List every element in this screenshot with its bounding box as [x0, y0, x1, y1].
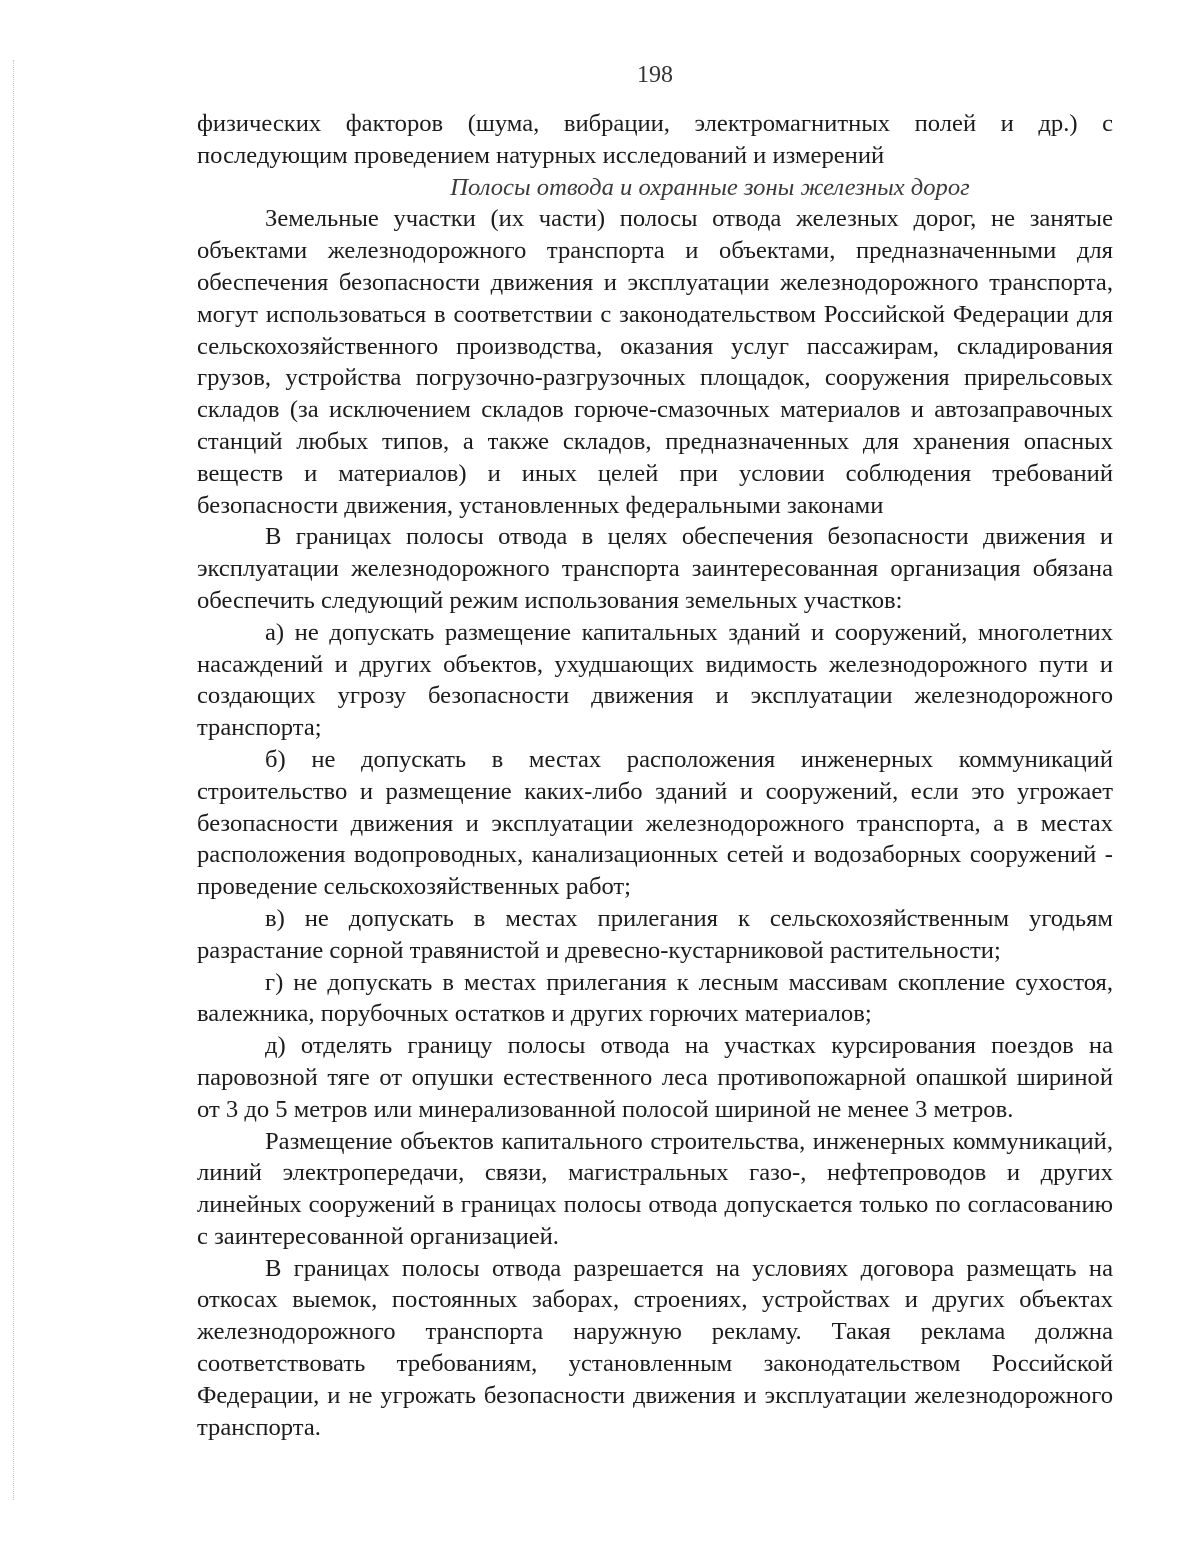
document-body	[197, 108, 1113, 1443]
paragraph-placement-approval: Размещение объектов капитального строительства, инженерных коммуникаций, линий электропередачи, связи, магистральных газо-, нефтепроводов и других линейных сооружений в границах полосы отвода допускается только по согласованию с заинтересованной организацией.	[197, 1127, 1113, 1250]
scan-margin-line	[13, 60, 15, 1500]
paragraph-advertising: В границах полосы отвода разрешается на условиях договора размещать на откосах выемок, постоянных заборах, строениях, устройствах и других объектах железнодорожного транспорта наружную рекламу. Такая реклама должна соответствовать требованиям, установленным законодательством Российской Федерации, и не угрожать безопасности движения и эксплуатации железнодорожного транспорта.	[197, 1254, 1113, 1441]
paragraph-land-plots: Земельные участки (их части) полосы отвода железных дорог, не занятые объектами железнодорожного транспорта и объектами, предназначенными для обеспечения безопасности движения и эксплуатации железнодорожного транспорта, могут использоваться в соответствии с законодательством Российской Федерации для сельскохозяйственного производства, оказания услуг пассажирам, складирования грузов, устройства погрузочно-разгрузочных площадок, сооружения прирельсовых складов (за исключением складов горюче-смазочных материалов и автозаправочных станций любых типов, а также складов, предназначенных для хранения опасных веществ и материалов) и иных целей при условии соблюдения требований безопасности движения, установленных федеральными законами	[197, 205, 1113, 519]
page-number: 198	[637, 62, 673, 88]
paragraph-usage-regime: В границах полосы отвода в целях обеспечения безопасности движения и эксплуатации железнодорожного транспорта заинтересованная организация обязана обеспечить следующий режим использования земельных участков:	[197, 523, 1113, 614]
list-item-a: а) не допускать размещение капитальных зданий и сооружений, многолетних насаждений и других объектов, ухудшающих видимость железнодорожного пути и создающих угрозу безопасности движения и эксплуатации железнодорожного транспорта;	[197, 618, 1113, 742]
paragraph-continuation: физических факторов (шума, вибрации, электромагнитных полей и др.) с последующим проведением натурных исследований и измерений	[197, 110, 1113, 169]
section-heading: Полосы отвода и охранные зоны железных дорог	[450, 173, 970, 201]
list-item-d: д) отделять границу полосы отвода на участках курсирования поездов на паровозной тяге от опушки естественного леса противопожарной опашкой шириной от 3 до 5 метров или минерализованной полосой шириной не менее 3 метров.	[197, 1032, 1113, 1123]
list-item-b: б) не допускать в местах расположения инженерных коммуникаций строительство и размещение каких-либо зданий и сооружений, если это угрожает безопасности движения и эксплуатации железнодорожного транспорта, а в местах расположения водопроводных, канализационных сетей и водозаборных сооружений - проведение сельскохозяйственных работ;	[197, 745, 1113, 901]
list-item-v: в) не допускать в местах прилегания к сельскохозяйственным угодьям разрастание сорной травянистой и древесно-кустарниковой растительности;	[197, 904, 1113, 964]
list-item-g: г) не допускать в местах прилегания к лесным массивам скопление сухостоя, валежника, порубочных остатков и других горючих материалов;	[197, 968, 1113, 1028]
